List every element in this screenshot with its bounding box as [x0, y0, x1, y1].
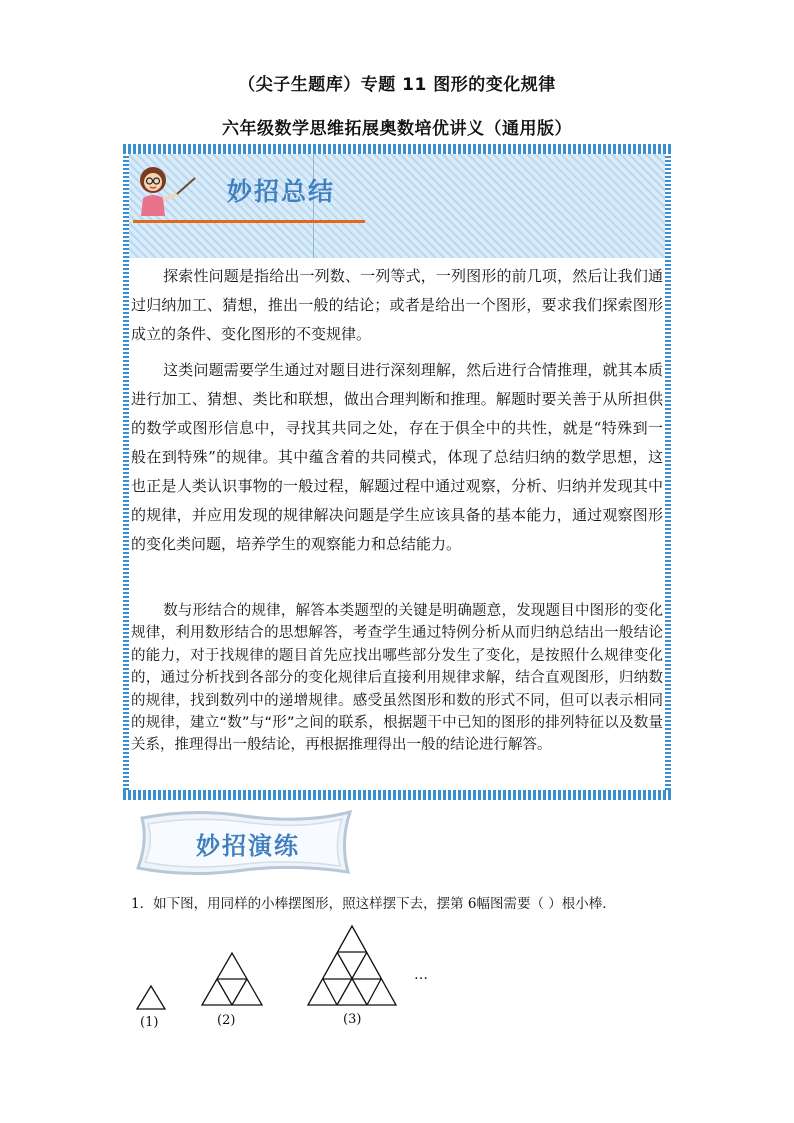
practice-heading: 妙招演练 [196, 832, 300, 860]
ellipsis: … [414, 967, 428, 983]
figure-1-triangle [137, 986, 165, 1009]
figure-label-1: (1) [140, 1015, 159, 1030]
figure-3-triangles [308, 926, 396, 1005]
summary-header [129, 154, 665, 258]
figure-label-3: (3) [343, 1012, 362, 1027]
figure-2-triangles [202, 953, 262, 1005]
summary-paragraph-2: 这类问题需要学生通过对题目进行深刻理解，然后进行合情推理，就其本质进行加工、猜想、类比和联想，做出合理判断和推理。解题时要关善于从所担供的数学或图形信息中，寻找其共同之处，存在于俱全中的共性，就是“特殊到一般在到特殊”的规律。其中蕴含着的共同模式，体现了总结归纳的数学思想，这也正是人类认识事物的一般过程，解题过程中通过观察，分析、归纳并发现其中的规律，并应用发现的规律解决问题是学生应该具备的基本能力，通过观察图形的变化类问题，培养学生的观察能力和总结能力。 [131, 361, 663, 553]
summary-paragraph-1: 探索性问题是指给出一列数、一列等式，一列图形的前几项，然后让我们通过归纳加工、猜想，推出一般的结论；或者是给出一个图形，要求我们探索图形成立的条件、变化图形的不变规律。 [131, 267, 663, 343]
teacher-pointer-icon [133, 158, 197, 218]
page-subtitle: 六年级数学思维拓展奥数培优讲义（通用版） [222, 119, 572, 139]
triangle-figures [130, 920, 450, 1030]
border-right [665, 154, 671, 790]
header-underline [133, 220, 365, 223]
question-text: 1．如下图，用同样的小棒摆图形，照这样摆下去，摆第 6幅图需要（ ）根小棒． [131, 896, 616, 912]
figure-label-2: (2) [217, 1013, 236, 1028]
border-top [123, 144, 671, 154]
summary-heading: 妙招总结 [227, 177, 336, 206]
page-title: （尖子生题库）专题 11 图形的变化规律 [238, 75, 556, 95]
border-bottom [123, 790, 671, 800]
summary-paragraph-3: 数与形结合的规律，解答本类题型的关键是明确题意，发现题目中图形的变化规律，利用数形结合的思想解答，考查学生通过特例分析从而归纳总结出一般结论的能力，对于找规律的题目首先应找出哪些部分发生了变化，是按照什么规律变化的，通过分析找到各部分的变化规律后直接利用规律求解，结合直观图形，归纳数的规律，找到数列中的递增规律。感受虽然图形和数的形式不同，但可以表示相同的规律，建立“数”与“形”之间的联系，根据题干中已知的图形的排列特征以及数量关系，推理得出一般结论，再根据推理得出一般的结论进行解答。 [131, 603, 663, 754]
